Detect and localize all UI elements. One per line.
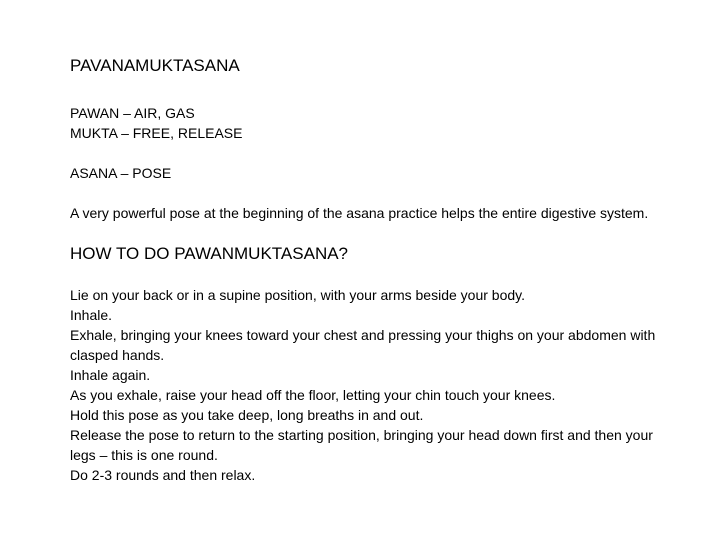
step-5: As you exhale, raise your head off the floor, letting your chin touch your knees.: [70, 387, 556, 403]
step-4: Inhale again.: [70, 367, 151, 383]
step-6: Hold this pose as you take deep, long breaths in and out.: [70, 407, 424, 423]
spacer: [70, 183, 670, 203]
slide-content: [70, 55, 670, 485]
definition-mukta: MUKTA – FREE, RELEASE: [70, 125, 243, 141]
section-title: HOW TO DO PAWANMUKTASANA?: [70, 244, 349, 263]
definition-asana: ASANA – POSE: [70, 165, 172, 181]
slide-title: PAVANAMUKTASANA: [70, 56, 240, 75]
spacer: [70, 143, 670, 163]
definition-pawan: PAWAN – AIR, GAS: [70, 105, 195, 121]
spacer: [70, 265, 670, 285]
step-8: Do 2-3 rounds and then relax.: [70, 467, 256, 483]
step-7: Release the pose to return to the starting position, bringing your head down first and then your legs – this is one round.: [70, 427, 653, 463]
intro-paragraph: A very powerful pose at the beginning of the asana practice helps the entire digestive system.: [70, 205, 649, 221]
step-2: Inhale.: [70, 307, 113, 323]
spacer: [70, 223, 670, 243]
spacer: [70, 77, 670, 103]
step-3: Exhale, bringing your knees toward your chest and pressing your thighs on your abdomen with clasped hands.: [70, 327, 656, 363]
step-1: Lie on your back or in a supine position, with your arms beside your body.: [70, 287, 525, 303]
